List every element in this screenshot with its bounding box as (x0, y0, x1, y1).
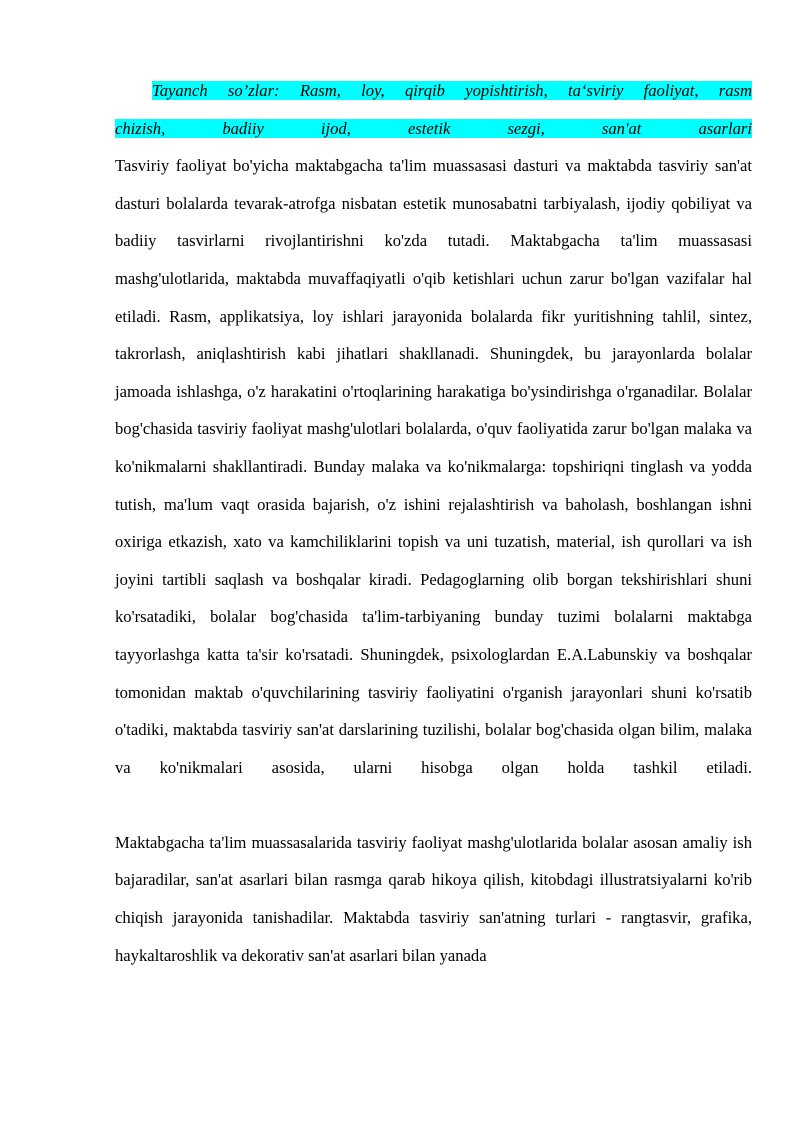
keywords-block (115, 72, 752, 147)
keywords-line-2-text: chizish, badiiy ijod, estetik sezgi, san'at asarlari (115, 118, 752, 138)
keywords-line-2 (115, 110, 752, 148)
body-paragraph-1: Tasviriy faoliyat bo'yicha maktabgacha ta'lim muassasasi dasturi va maktabda tasviriy san'at dasturi bolalarda tevarak-atrofga nisbatan estetik munosabatni tarbiyalash, ijodiy qobiliyat va badiiy tasvirlarni rivojlantirishni ko'zda tutadi. Maktabgacha ta'lim muassasasi mashg'ulotlarida, maktabda muvaffaqiyatli o'qib ketishlari uchun zarur bo'lgan vazifalar hal etiladi. Rasm, applikatsiya, loy ishlari jarayonida bolalarda fikr yuritishning tahlil, sintez, takrorlash, aniqlashtirish kabi jihatlari shakllanadi. Shuningdek, bu jarayonlarda bolalar jamoada ishlashga, o'z harakatini o'rtoqlarining harakatiga bo'ysindirishga o'rganadilar. Bolalar bog'chasida tasviriy faoliyat mashg'ulotlari bolalarda, o'quv faoliyatida zarur bo'lgan malaka va ko'nikmalarni shakllantiradi. Bunday malaka va ko'nikmalarga: topshiriqni tinglash va yodda tutish, ma'lum vaqt orasida bajarish, o'z ishini rejalashtirish va baholash, boshlangan ishni oxiriga etkazish, xato va kamchiliklarini topish va uni tuzatish, material, ish qurollari va ish joyini tartibli saqlash va boshqalar kiradi. Pedagoglarning olib borgan tekshirishlari shuni ko'rsatadiki, bolalar bog'chasida ta'lim-tarbiyaning bunday tuzimi bolalarni maktabga tayyorlashga katta ta'sir ko'rsatadi. Shuningdek, psixologlardan E.A.Labunskiy va boshqalar tomonidan maktab o'quvchilarining tasviriy faoliyatini o'rganish jarayonlari shuni ko'rsatib o'tadiki, maktabda tasviriy san'at darslarining tuzilishi, bolalar bog'chasida olgan bilim, malaka va ko'nikmalari asosida, ularni hisobga olgan holda tashkil etiladi. (115, 156, 752, 777)
document-page (115, 72, 752, 974)
keywords-line-1 (115, 72, 752, 110)
keywords-line-1-text: Tayanch so’zlar: Rasm, loy, qirqib yopishtirish, ta‘sviriy faoliyat, rasm (152, 81, 752, 100)
body-paragraph-2: Maktabgacha ta'lim muassasalarida tasviriy faoliyat mashg'ulotlarida bolalar asosan amaliy ish bajaradilar, san'at asarlari bilan rasmga qarab hikoya qilish, kitobdagi illustratsiyalarni ko'rib chiqish jarayonida tanishadilar. Maktabda tasviriy san'atning turlari - rangtasvir, grafika, haykaltaroshlik va dekorativ san'at asarlari bilan yanada (115, 832, 752, 965)
paragraph-spacer (115, 786, 752, 824)
